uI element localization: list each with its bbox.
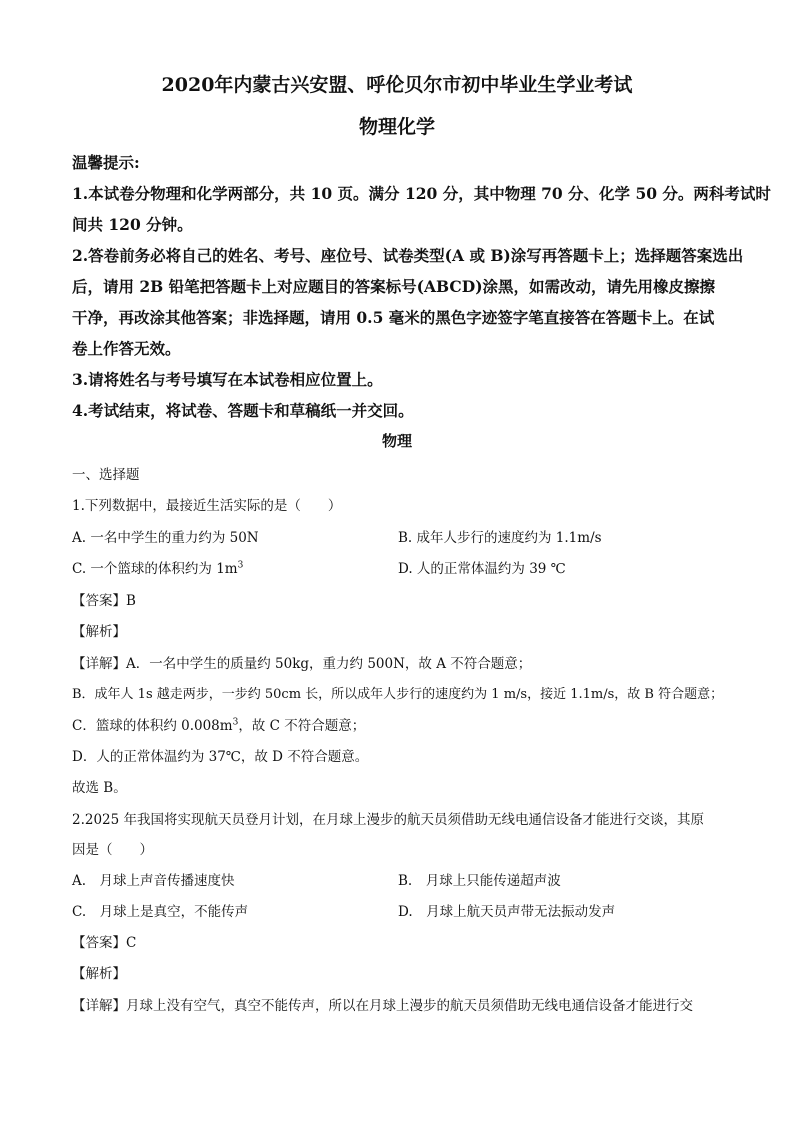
question-2-stem: 2.2025 年我国将实现航天员登月计划，在月球上漫步的航天员须借助无线电通信设备才能进行交谈，其原	[72, 812, 705, 828]
question-2-analysis: 【解析】	[72, 966, 126, 982]
question-1-option-a: A. 一名中学生的重力约为 50N	[72, 530, 259, 546]
section-part: 一、选择题	[72, 467, 140, 483]
exam-title: 2020年内蒙古兴安盟、呼伦贝尔市初中毕业生学业考试	[161, 74, 633, 96]
question-2-answer: 【答案】C	[72, 935, 137, 951]
option-c-text: C. 一个篮球的体积约为 1m	[72, 561, 238, 577]
question-2-option-d: D. 月球上航天员声带无法振动发声	[398, 904, 616, 920]
notice-line: 4.考试结束，将试卷、答题卡和草稿纸一并交回。	[72, 401, 414, 420]
exam-subtitle: 物理化学	[358, 116, 435, 138]
question-1-detail: B．成年人 1s 越走两步，一步约 50cm 长，所以成年人步行的速度约为 1 m/s，接近 1.1m/s，故 B 符合题意；	[72, 687, 724, 702]
question-2-option-b: B. 月球上只能传递超声波	[398, 873, 561, 889]
question-1-detail: 【详解】A．一名中学生的质量约 50kg，重力约 500N，故 A 不符合题意；	[72, 656, 532, 672]
detail-text: C．篮球的体积约 0.008m	[72, 718, 233, 734]
option-c-superscript: 3	[237, 560, 244, 571]
question-1-option-c	[72, 557, 243, 577]
question-1-option-d: D. 人的正常体温约为 39 ℃	[398, 561, 566, 577]
notice-line: 2.答卷前务必将自己的姓名、考号、座位号、试卷类型(A 或 B)涂写再答题卡上；选择题答案选出	[72, 246, 744, 265]
notice-heading: 温馨提示:	[72, 153, 140, 172]
question-2-detail: 【详解】月球上没有空气，真空不能传声，所以在月球上漫步的航天员须借助无线电通信设备才能进行交	[72, 998, 693, 1014]
detail-text: ，故 C 不符合题意；	[238, 718, 366, 734]
notice-line: 3.请将姓名与考号填写在本试卷相应位置上。	[72, 370, 383, 389]
question-1-analysis: 【解析】	[72, 624, 126, 640]
question-1-stem: 1.下列数据中，最接近生活实际的是（ ）	[72, 498, 342, 514]
question-2-option-c: C. 月球上是真空，不能传声	[72, 904, 249, 920]
question-1-conclusion: 故选 B。	[72, 780, 127, 796]
question-1-detail	[72, 714, 365, 734]
question-1-detail: D．人的正常体温约为 37℃，故 D 不符合题意。	[72, 749, 369, 765]
notice-line: 卷上作答无效。	[72, 339, 181, 358]
question-1-answer: 【答案】B	[72, 593, 136, 609]
detail-superscript: 3	[232, 717, 239, 728]
section-title: 物理	[381, 432, 412, 450]
notice-line: 后，请用 2B 铅笔把答题卡上对应题目的答案标号(ABCD)涂黑，如需改动，请先用橡皮擦擦	[72, 277, 716, 296]
notice-line: 干净，再改涂其他答案；非选择题，请用 0.5 毫米的黑色字迹签字笔直接答在答题卡上。在试	[72, 308, 715, 327]
question-1-option-b: B. 成年人步行的速度约为 1.1m/s	[398, 530, 602, 546]
notice-line: 1.本试卷分物理和化学两部分，共 10 页。满分 120 分，其中物理 70 分、化学 50 分。两科考试时	[72, 184, 771, 203]
question-2-stem: 因是（ ）	[72, 842, 153, 858]
question-2-option-a: A. 月球上声音传播速度快	[72, 873, 235, 889]
notice-line: 间共 120 分钟。	[72, 215, 193, 234]
